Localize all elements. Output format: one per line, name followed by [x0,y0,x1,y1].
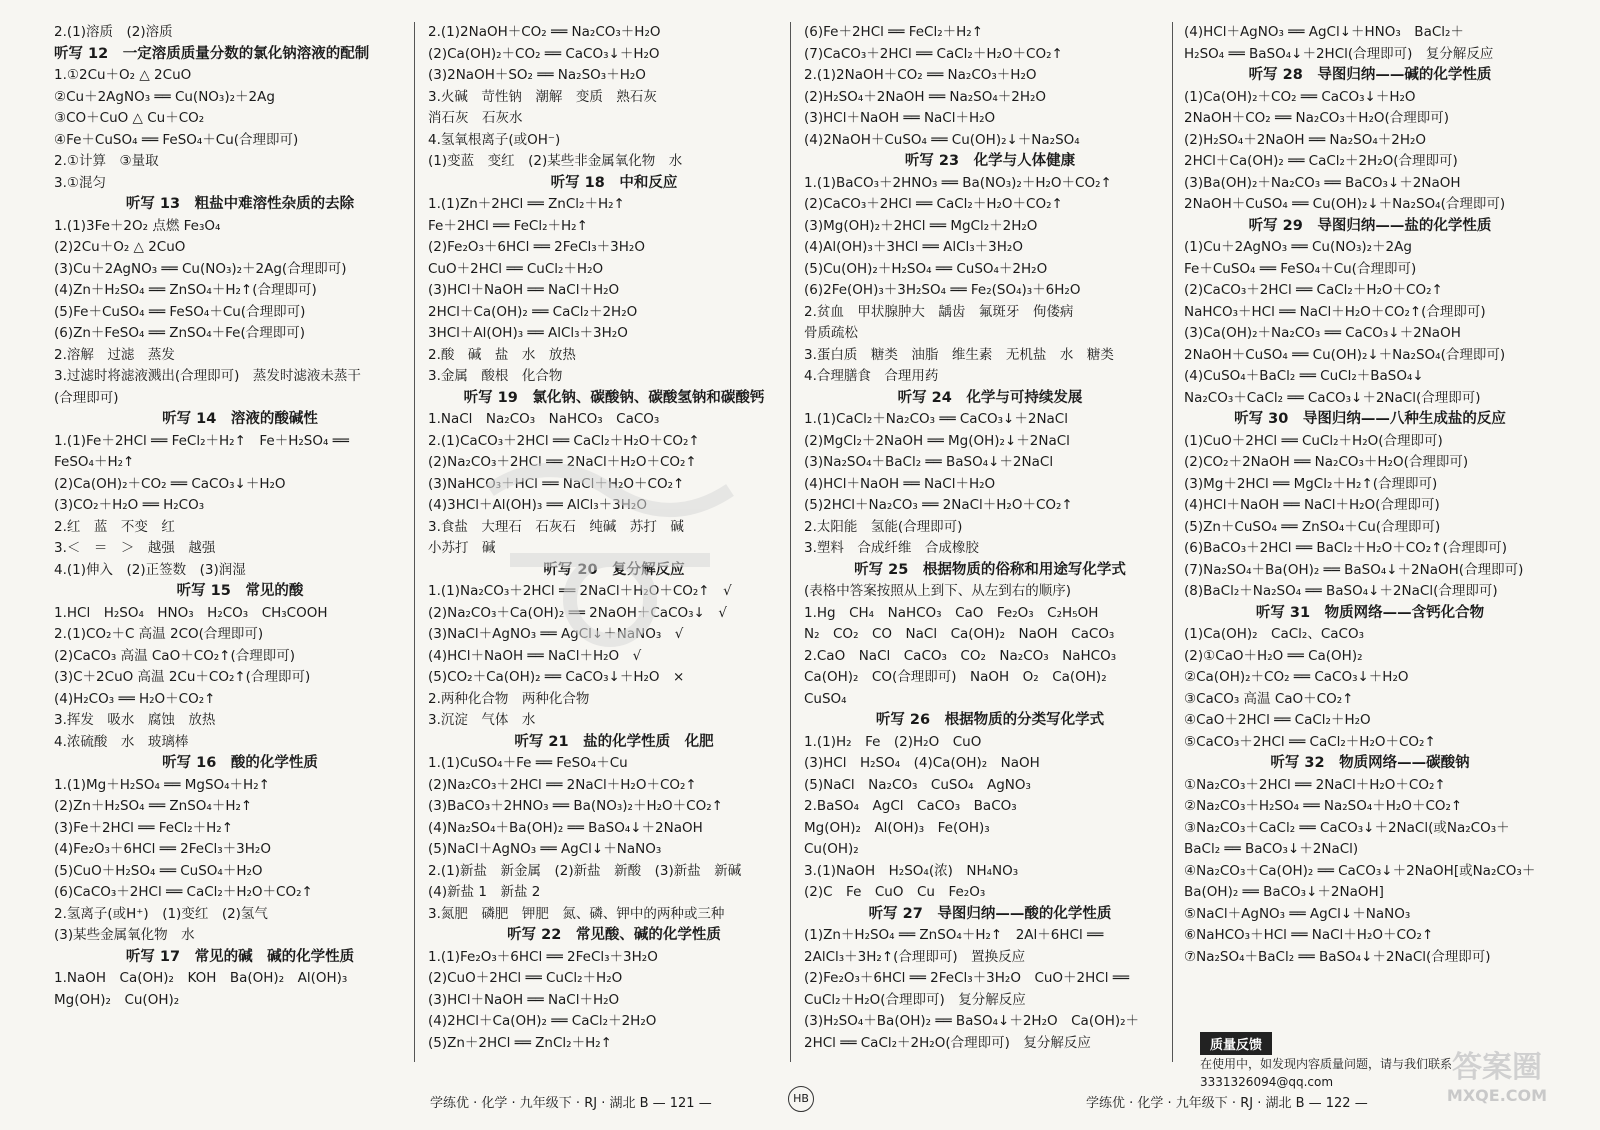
answer-line: (4)新盐 1 新盐 2 [428,884,541,900]
answer-line: 2.CaO NaCl CaCO₃ CO₂ Na₂CO₃ NaHCO₃ [804,647,1117,664]
section-heading: 听写 28 导图归纳——碱的化学性质 [1248,67,1492,83]
answer-line: 2.(1)2NaOH＋CO₂ ══ Na₂CO₃＋H₂O [428,24,661,40]
answer-line: 1.(1)Fe＋2HCl ══ FeCl₂＋H₂↑ Fe＋H₂SO₄ ══ [54,432,349,449]
page-mark: HB [788,1086,814,1112]
answer-line: (2)CaCO₃＋2HCl ══ CaCl₂＋H₂O＋CO₂↑ [1184,282,1443,298]
column-divider [790,22,791,1062]
answer-line: 1.(1)3Fe＋2O₂ 点燃 Fe₃O₄ [54,217,221,234]
answer-line: (2)MgCl₂＋2NaOH ══ Mg(OH)₂↓＋2NaCl [804,432,1070,449]
answer-line: H₂SO₄ ══ BaSO₄↓＋2HCl(合理即可) 复分解反应 [1184,45,1494,62]
answer-line: Ba(OH)₂ ══ BaCO₃↓＋2NaOH] [1184,884,1384,900]
section-heading: 听写 16 酸的化学性质 [162,755,318,771]
answer-line: Mg(OH)₂ Cu(OH)₂ [54,991,180,1008]
answer-line: 2.(1)CO₂＋C 高温 2CO(合理即可) [54,626,264,642]
answer-line: 3HCl＋Al(OH)₃ ══ AlCl₃＋3H₂O [428,325,628,341]
answer-line: 2.氢离子(或H⁺) (1)变红 (2)氢气 [54,905,268,922]
answer-line: (4)Fe₂O₃＋6HCl ══ 2FeCl₃＋3H₂O [54,841,271,857]
answer-line: 1.(1)Fe₂O₃＋6HCl ══ 2FeCl₃＋3H₂O [428,948,658,965]
answer-line: 2.BaSO₄ AgCl CaCO₃ BaCO₃ [804,798,1017,814]
answer-line: (3)H₂SO₄＋Ba(OH)₂ ══ BaSO₄↓＋2H₂O Ca(OH)₂＋ [804,1013,1140,1029]
section-heading: 听写 18 中和反应 [550,174,678,191]
answer-line: 2.(1)2NaOH＋CO₂ ══ Na₂CO₃＋H₂O [804,67,1037,83]
answer-line: (2)H₂SO₄＋2NaOH ══ Na₂SO₄＋2H₂O [804,88,1047,105]
answer-line: (2)C Fe CuO Cu Fe₂O₃ [804,884,986,900]
answer-line: (3)Mg＋2HCl ══ MgCl₂＋H₂↑(合理即可) [1184,475,1438,492]
answer-line: ③Na₂CO₃＋CaCl₂ ══ CaCO₃↓＋2NaCl(或Na₂CO₃＋ [1184,819,1510,836]
answer-line: (1)Ca(OH)₂ CaCl₂、CaCO₃ [1184,626,1364,642]
answer-line: 1.(1)H₂ Fe (2)H₂O CuO [804,733,982,750]
answer-line: (3)Ba(OH)₂＋Na₂CO₃ ══ BaCO₃↓＋2NaOH [1184,174,1461,191]
answer-line: (7)Na₂SO₄＋Ba(OH)₂ ══ BaSO₄↓＋2NaOH(合理即可) [1184,561,1524,578]
answer-line: (3)HCl H₂SO₄ (4)Ca(OH)₂ NaOH [804,755,1040,771]
answer-line: (2)Fe₂O₃＋6HCl ══ 2FeCl₃＋3H₂O CuO＋2HCl ══ [804,970,1130,986]
answer-line: 3.＜ ＝ ＞ 越强 越强 [54,540,216,556]
answer-line: 小苏打 碱 [428,540,496,556]
answer-line: Mg(OH)₂ Al(OH)₃ Fe(OH)₃ [804,819,990,836]
feedback-title: 质量反馈 [1200,1032,1272,1055]
answer-line: (4)HCl＋NaOH ══ NaCl＋H₂O √ [428,647,642,664]
answer-line: FeSO₄＋H₂↑ [54,454,135,470]
answer-line: 1.HCl H₂SO₄ HNO₃ H₂CO₃ CH₃COOH [54,604,328,621]
answer-line: (2)CaCO₃ 高温 CaO＋CO₂↑(合理即可) [54,647,296,664]
answer-line: (1)变蓝 变红 (2)某些非金属氧化物 水 [428,153,683,169]
answer-line: (3)HCl＋NaOH ══ NaCl＋H₂O [804,110,996,126]
answer-line: (2)CuO＋2HCl ══ CuCl₂＋H₂O [428,970,623,986]
answer-line: (3)Fe＋2HCl ══ FeCl₂＋H₂↑ [54,819,234,836]
answer-line: (3)CO₂＋H₂O ══ H₂CO₃ [54,497,205,513]
answer-line: (3)HCl＋NaOH ══ NaCl＋H₂O [428,991,620,1008]
section-heading: 听写 23 化学与人体健康 [904,153,1076,169]
answer-line: 4.(1)伸入 (2)正签数 (3)润湿 [54,561,246,578]
logo-title: 答案圈 [1452,1050,1542,1085]
answer-line: 2HCl＋Ca(OH)₂ ══ CaCl₂＋2H₂O(合理即可) [1184,153,1458,169]
answer-line: 2NaOH＋CuSO₄ ══ Cu(OH)₂↓＋Na₂SO₄(合理即可) [1184,346,1506,363]
answer-line: ④Fe＋CuSO₄ ══ FeSO₄＋Cu(合理即可) [54,131,299,148]
answer-line: NaHCO₃＋HCl ══ NaCl＋H₂O＋CO₂↑(合理即可) [1184,303,1486,320]
answer-line: (4)H₂CO₃ ══ H₂O＋CO₂↑ [54,690,216,707]
answer-line: (2)CO₂＋2NaOH ══ Na₂CO₃＋H₂O(合理即可) [1184,454,1469,470]
answer-line: (3)HCl＋NaOH ══ NaCl＋H₂O [428,282,620,298]
answer-line: 2.(1)新盐 新金属 (2)新盐 新酸 (3)新盐 新碱 [428,862,742,879]
answer-line: ⑦Na₂SO₄＋BaCl₂ ══ BaSO₄↓＋2NaCl(合理即可) [1184,948,1491,965]
answer-line: (5)NaCl Na₂CO₃ CuSO₄ AgNO₃ [804,776,1031,793]
answer-line: 2.溶解 过滤 蒸发 [54,346,175,363]
answer-line: 2.(1)溶质 (2)溶质 [54,24,173,40]
answer-line: (2)Na₂CO₃＋Ca(OH)₂ ══ 2NaOH＋CaCO₃↓ √ [428,604,727,621]
answer-line: ②Cu＋2AgNO₃ ══ Cu(NO₃)₂＋2Ag [54,88,275,105]
answer-line: CuO＋2HCl ══ CuCl₂＋H₂O [428,260,604,277]
answer-line: (2)Zn＋H₂SO₄ ══ ZnSO₄＋H₂↑ [54,798,253,814]
answer-line: 1.(1)Na₂CO₃＋2HCl ══ 2NaCl＋H₂O＋CO₂↑ √ [428,583,732,599]
answer-line: (2)H₂SO₄＋2NaOH ══ Na₂SO₄＋2H₂O [1184,131,1427,148]
answer-line: (表格中答案按照从上到下、从左到右的顺序) [804,583,1072,599]
answer-line: ④CaO＋2HCl ══ CaCl₂＋H₂O [1184,712,1371,728]
section-heading: 听写 17 常见的碱 碱的化学性质 [125,948,355,965]
answer-line: 1.NaCl Na₂CO₃ NaHCO₃ CaCO₃ [428,411,660,427]
answer-line: (2)Fe₂O₃＋6HCl ══ 2FeCl₃＋3H₂O [428,239,645,255]
section-heading: 听写 15 常见的酸 [176,583,304,599]
answer-line: (2)Ca(OH)₂＋CO₂ ══ CaCO₃↓＋H₂O [54,475,286,492]
answer-line: (5)NaCl＋AgNO₃ ══ AgCl↓＋NaNO₃ [428,841,662,857]
answer-line: 1.(1)Zn＋2HCl ══ ZnCl₂＋H₂↑ [428,196,625,212]
answer-line: 3.氮肥 磷肥 钾肥 氮、磷、钾中的两种或三种 [428,905,725,922]
answer-line: ⑤CaCO₃＋2HCl ══ CaCl₂＋H₂O＋CO₂↑ [1184,733,1436,750]
answer-line: 3.挥发 吸水 腐蚀 放热 [54,712,216,728]
section-heading: 听写 12 一定溶质质量分数的氯化钠溶液的配制 [54,45,370,62]
answer-line: (2)Na₂CO₃＋2HCl ══ 2NaCl＋H₂O＋CO₂↑ [428,454,697,470]
answer-line: Fe＋2HCl ══ FeCl₂＋H₂↑ [428,217,588,234]
section-heading: 听写 26 根据物质的分类写化学式 [875,712,1105,728]
site-logo [1442,1050,1552,1114]
answer-line: (2)2Cu＋O₂ △ 2CuO [54,239,186,255]
column-3 [804,22,1176,1054]
answer-line: (3)Na₂SO₄＋BaCl₂ ══ BaSO₄↓＋2NaCl [804,454,1054,470]
column-4 [1184,22,1556,968]
section-heading: 听写 21 盐的化学性质 化肥 [514,733,714,750]
answer-line: 1.Hg CH₄ NaHCO₃ CaO Fe₂O₃ C₂H₅OH [804,604,1099,621]
answer-line: 1.NaOH Ca(OH)₂ KOH Ba(OH)₂ Al(OH)₃ [54,970,348,986]
answer-line: (4)Zn＋H₂SO₄ ══ ZnSO₄＋H₂↑(合理即可) [54,282,317,298]
answer-line: (6)BaCO₃＋2HCl ══ BaCl₂＋H₂O＋CO₂↑(合理即可) [1184,540,1507,556]
answer-line: ②Ca(OH)₂＋CO₂ ══ CaCO₃↓＋H₂O [1184,669,1409,685]
answer-line: (3)某些金属氧化物 水 [54,927,195,943]
answer-line: (合理即可) [54,389,119,406]
answer-line: (4)HCl＋AgNO₃ ══ AgCl↓＋HNO₃ BaCl₂＋ [1184,24,1464,40]
answer-line: 2.红 蓝 不变 红 [54,518,175,535]
answer-line: (3)Cu＋2AgNO₃ ══ Cu(NO₃)₂＋2Ag(合理即可) [54,260,347,277]
answer-line: Ca(OH)₂ CO(合理即可) NaOH O₂ Ca(OH)₂ [804,669,1107,685]
answer-line: 2.两种化合物 两种化合物 [428,690,590,707]
answer-line: 2NaOH＋CO₂ ══ Na₂CO₃＋H₂O(合理即可) [1184,110,1450,126]
answer-line: (6)2Fe(OH)₃＋3H₂SO₄ ══ Fe₂(SO₄)₃＋6H₂O [804,282,1081,298]
section-heading: 听写 27 导图归纳——酸的化学性质 [868,905,1112,922]
answer-line: (5)Zn＋2HCl ══ ZnCl₂＋H₂↑ [428,1034,612,1051]
answer-line: (5)Zn＋CuSO₄ ══ ZnSO₄＋Cu(合理即可) [1184,518,1441,535]
answer-line: (2)Ca(OH)₂＋CO₂ ══ CaCO₃↓＋H₂O [428,45,660,62]
column-divider [1172,22,1173,1062]
feedback-email[interactable]: 3331326094@qq.com [1200,1075,1334,1089]
answer-line: (4)3HCl＋Al(OH)₃ ══ AlCl₃＋3H₂O [428,497,647,513]
answer-line: 3.蛋白质 糖类 油脂 维生素 无机盐 水 糖类 [804,346,1114,363]
answer-line: (3)NaHCO₃＋HCl ══ NaCl＋H₂O＋CO₂↑ [428,475,685,492]
answer-line: (3)Mg(OH)₂＋2HCl ══ MgCl₂＋2H₂O [804,217,1038,234]
answer-line: (7)CaCO₃＋2HCl ══ CaCl₂＋H₂O＋CO₂↑ [804,45,1063,62]
answer-line: (1)CuO＋2HCl ══ CuCl₂＋H₂O(合理即可) [1184,432,1443,449]
answer-line: ③CaCO₃ 高温 CaO＋CO₂↑ [1184,690,1354,707]
answer-line: ①Na₂CO₃＋2HCl ══ 2NaCl＋H₂O＋CO₂↑ [1184,776,1446,793]
answer-line: (3)NaCl＋AgNO₃ ══ AgCl↓＋NaNO₃ √ [428,626,684,642]
answer-line: 2.①计算 ③量取 [54,153,159,169]
section-heading: 听写 24 化学与可持续发展 [897,389,1083,406]
answer-line: 2.贫血 甲状腺肿大 龋齿 氟斑牙 佝偻病 [804,303,1074,320]
answer-line: 4.合理膳食 合理用药 [804,368,939,384]
answer-line: (3)C＋2CuO 高温 2Cu＋CO₂↑(合理即可) [54,669,311,685]
section-heading: 听写 13 粗盐中难溶性杂质的去除 [125,196,355,212]
answer-line: ⑤NaCl＋AgNO₃ ══ AgCl↓＋NaNO₃ [1184,905,1411,922]
answer-line: (6)Zn＋FeSO₄ ══ ZnSO₄＋Fe(合理即可) [54,325,305,341]
answer-line: 3.金属 酸根 化合物 [428,368,563,384]
answer-line: 1.(1)CuSO₄＋Fe ══ FeSO₄＋Cu [428,755,628,771]
answer-line: 1.(1)CaCl₂＋Na₂CO₃ ══ CaCO₃↓＋2NaCl [804,411,1068,427]
answer-line: ③CO＋CuO △ Cu＋CO₂ [54,110,205,126]
answer-line: (6)Fe＋2HCl ══ FeCl₂＋H₂↑ [804,24,984,40]
answer-line: (2)CaCO₃＋2HCl ══ CaCl₂＋H₂O＋CO₂↑ [804,196,1063,212]
answer-line: (4)CuSO₄＋BaCl₂ ══ CuCl₂＋BaSO₄↓ [1184,368,1424,384]
answer-line: (4)Al(OH)₃＋3HCl ══ AlCl₃＋3H₂O [804,239,1023,255]
answer-line: (5)Fe＋CuSO₄ ══ FeSO₄＋Cu(合理即可) [54,303,306,320]
answer-line: 2HCl＋Ca(OH)₂ ══ CaCl₂＋2H₂O [428,303,638,320]
section-heading: 听写 32 物质网络——碳酸钠 [1270,755,1470,771]
answer-line: 3.塑料 合成纤维 合成橡胶 [804,540,979,556]
answer-line: CuSO₄ [804,690,847,707]
answer-line: Na₂CO₃＋CaCl₂ ══ CaCO₃↓＋2NaCl(合理即可) [1184,389,1481,406]
answer-line: N₂ CO₂ CO NaCl Ca(OH)₂ NaOH CaCO₃ [804,626,1115,642]
answer-line: (3)Ca(OH)₂＋Na₂CO₃ ══ CaCO₃↓＋2NaOH [1184,325,1461,341]
answer-line: 2.太阳能 氢能(合理即可) [804,518,963,535]
footer-right: 学练优 · 化学 · 九年级下 · RJ · 湖北 B — 122 — [1086,1096,1368,1111]
answer-line: (6)CaCO₃＋2HCl ══ CaCl₂＋H₂O＋CO₂↑ [54,884,313,900]
column-1 [54,22,426,1011]
section-heading: 听写 31 物质网络——含钙化合物 [1255,604,1485,621]
answer-line: Cu(OH)₂ [804,841,859,857]
answer-line: (4)HCl＋NaOH ══ NaCl＋H₂O [804,475,996,492]
answer-line: ④Na₂CO₃＋Ca(OH)₂ ══ CaCO₃↓＋2NaOH[或Na₂CO₃＋ [1184,862,1536,879]
answer-line: 4.氢氧根离子(或OH⁻) [428,131,561,148]
answer-line: Fe＋CuSO₄ ══ FeSO₄＋Cu(合理即可) [1184,260,1417,277]
answer-line: (5)2HCl＋Na₂CO₃ ══ 2NaCl＋H₂O＋CO₂↑ [804,497,1073,513]
answer-line: (5)Cu(OH)₂＋H₂SO₄ ══ CuSO₄＋2H₂O [804,260,1048,277]
section-heading: 听写 22 常见酸、碱的化学性质 [507,927,721,943]
section-heading: 听写 25 根据物质的俗称和用途写化学式 [854,561,1126,578]
answer-line: (1)Cu＋2AgNO₃ ══ Cu(NO₃)₂＋2Ag [1184,239,1412,255]
answer-line: (4)Na₂SO₄＋Ba(OH)₂ ══ BaSO₄↓＋2NaOH [428,819,703,836]
answer-line: (4)2HCl＋Ca(OH)₂ ══ CaCl₂＋2H₂O [428,1013,657,1029]
answer-line: (2)Na₂CO₃＋2HCl ══ 2NaCl＋H₂O＋CO₂↑ [428,776,697,793]
answer-line: (1)Zn＋H₂SO₄ ══ ZnSO₄＋H₂↑ 2Al＋6HCl ══ [804,927,1104,943]
answer-line: 1.(1)Mg＋H₂SO₄ ══ MgSO₄＋H₂↑ [54,776,270,793]
answer-line: 3.食盐 大理石 石灰石 纯碱 苏打 碱 [428,518,684,535]
answer-line: 1.①2Cu＋O₂ △ 2CuO [54,67,192,83]
footer-left: 学练优 · 化学 · 九年级下 · RJ · 湖北 B — 121 — [430,1096,712,1111]
answer-line: 2NaOH＋CuSO₄ ══ Cu(OH)₂↓＋Na₂SO₄(合理即可) [1184,196,1506,212]
section-heading: 听写 20 复分解反应 [543,561,685,578]
answer-line: 2HCl ══ CaCl₂＋2H₂O(合理即可) 复分解反应 [804,1034,1091,1051]
answer-line: 3.(1)NaOH H₂SO₄(浓) NH₄NO₃ [804,862,1019,879]
answer-line: CuCl₂＋H₂O(合理即可) 复分解反应 [804,991,1026,1008]
answer-line: 2.(1)CaCO₃＋2HCl ══ CaCl₂＋H₂O＋CO₂↑ [428,432,700,449]
column-2 [428,22,800,1054]
answer-line: 3.火碱 苛性钠 潮解 变质 熟石灰 [428,88,657,105]
answer-line: ②Na₂CO₃＋H₂SO₄ ══ Na₂SO₄＋H₂O＋CO₂↑ [1184,798,1463,814]
feedback-text: 在使用中，如发现内容质量问题，请与我们联系 [1200,1057,1453,1071]
logo-url: MXQE.COM [1446,1086,1548,1105]
answer-line: 3.过滤时将滤液溅出(合理即可) 蒸发时滤液未蒸干 [54,368,361,384]
answer-line: 消石灰 石灰水 [428,110,523,126]
answer-line: (3)BaCO₃＋2HNO₃ ══ Ba(NO₃)₂＋H₂O＋CO₂↑ [428,798,723,814]
answer-line: (8)BaCl₂＋Na₂SO₄ ══ BaSO₄↓＋2NaCl(合理即可) [1184,583,1498,599]
answer-line: (2)①CaO＋H₂O ══ Ca(OH)₂ [1184,647,1363,664]
section-heading: 听写 30 导图归纳——八种生成盐的反应 [1234,411,1506,427]
answer-line: (4)2NaOH＋CuSO₄ ══ Cu(OH)₂↓＋Na₂SO₄ [804,131,1080,148]
answer-line: 2AlCl₃＋3H₂↑(合理即可) 置换反应 [804,948,1026,965]
section-heading: 听写 29 导图归纳——盐的化学性质 [1248,217,1492,234]
column-divider [414,22,415,1062]
section-heading: 听写 14 溶液的酸碱性 [162,411,318,427]
answer-line: (5)CO₂＋Ca(OH)₂ ══ CaCO₃↓＋H₂O × [428,669,685,685]
answer-line: BaCl₂ ══ BaCO₃↓＋2NaCl) [1184,841,1359,857]
answer-line: 3.①混匀 [54,174,106,191]
answer-line: (1)Ca(OH)₂＋CO₂ ══ CaCO₃↓＋H₂O [1184,88,1416,105]
answer-line: (5)CuO＋H₂SO₄ ══ CuSO₄＋H₂O [54,862,263,879]
answer-line: (3)2NaOH＋SO₂ ══ Na₂SO₃＋H₂O [428,67,646,83]
section-heading: 听写 19 氯化钠、碳酸钠、碳酸氢钠和碳酸钙 [463,389,765,406]
answer-line: 4.浓硫酸 水 玻璃棒 [54,733,189,750]
answer-line: 2.酸 碱 盐 水 放热 [428,346,576,363]
answer-line: 3.沉淀 气体 水 [428,712,536,728]
answer-line: 骨质疏松 [804,325,858,341]
answer-line: ⑥NaHCO₃＋HCl ══ NaCl＋H₂O＋CO₂↑ [1184,927,1434,943]
answer-line: 1.(1)BaCO₃＋2HNO₃ ══ Ba(NO₃)₂＋H₂O＋CO₂↑ [804,174,1112,191]
answer-line: (4)HCl＋NaOH ══ NaCl＋H₂O(合理即可) [1184,497,1440,513]
